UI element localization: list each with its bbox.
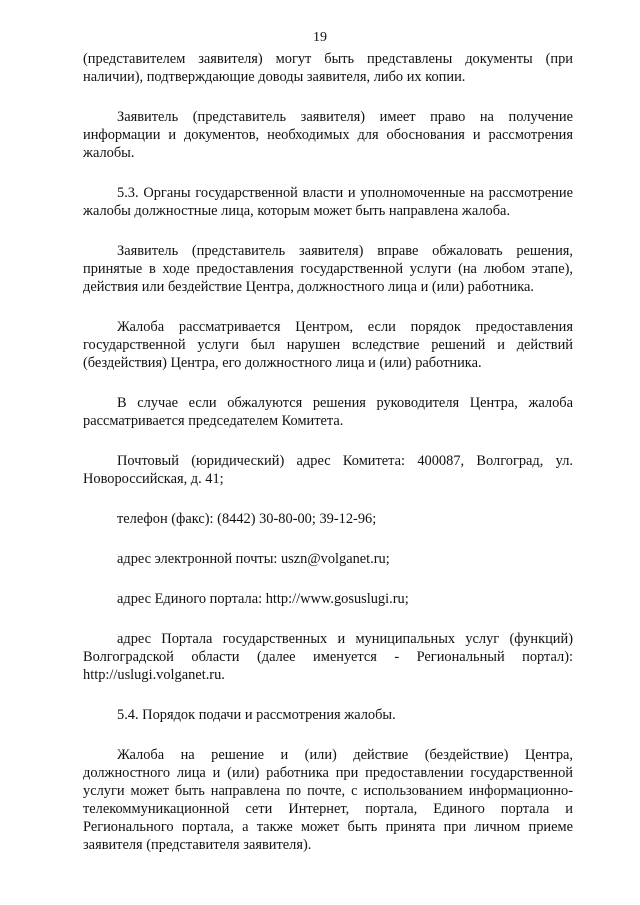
unified-portal-address: адрес Единого портала: http://www.gosuslugi.ru; bbox=[117, 591, 409, 607]
section-5-4-heading: 5.4. Порядок подачи и рассмотрения жалобы. bbox=[117, 707, 396, 723]
document-body bbox=[83, 50, 573, 876]
paragraph-center-review: Жалоба рассматривается Центром, если порядок предоставления государственной услуги был нарушен вследствие решений и действий (бездействия) Центра, его должностного лица и (или) работника. bbox=[83, 319, 573, 371]
paragraph-right-to-appeal: Заявитель (представитель заявителя) вправе обжаловать решения, принятые в ходе предоставления государственной услуги (на любом этапе), действия или бездействие Центра, должностного лица и (или) работника. bbox=[83, 243, 573, 295]
section-5-3-heading: 5.3. Органы государственной власти и уполномоченные на рассмотрение жалобы должностные лица, которым может быть направлена жалоба. bbox=[83, 185, 573, 219]
phone-fax: телефон (факс): (8442) 30-80-00; 39-12-96; bbox=[117, 511, 377, 527]
paragraph-committee-review: В случае если обжалуются решения руководителя Центра, жалоба рассматривается председателем Комитета. bbox=[83, 395, 573, 429]
page-number: 19 bbox=[313, 30, 327, 45]
postal-address: Почтовый (юридический) адрес Комитета: 400087, Волгоград, ул. Новороссийская, д. 41; bbox=[83, 453, 573, 487]
paragraph-continuation: (представителем заявителя) могут быть представлены документы (при наличии), подтверждающие доводы заявителя, либо их копии. bbox=[83, 51, 573, 85]
paragraph-complaint-submission: Жалоба на решение и (или) действие (бездействие) Центра, должностного лица и (или) работника при предоставлении государственной услуги может быть направлена по почте, с использованием информационно-телекоммуникационной сети Интернет, портала, Единого портала и Регионального портала, а также может быть принята при личном приеме заявителя (представителя заявителя). bbox=[83, 747, 573, 853]
regional-portal-address: адрес Портала государственных и муниципальных услуг (функций) Волгоградской области (далее именуется - Региональный портал): http://uslugi.volganet.ru. bbox=[83, 631, 573, 683]
email-address: адрес электронной почты: uszn@volganet.ru; bbox=[117, 551, 390, 567]
paragraph-right-to-information: Заявитель (представитель заявителя) имеет право на получение информации и документов, необходимых для обоснования и рассмотрения жалобы. bbox=[83, 109, 573, 161]
